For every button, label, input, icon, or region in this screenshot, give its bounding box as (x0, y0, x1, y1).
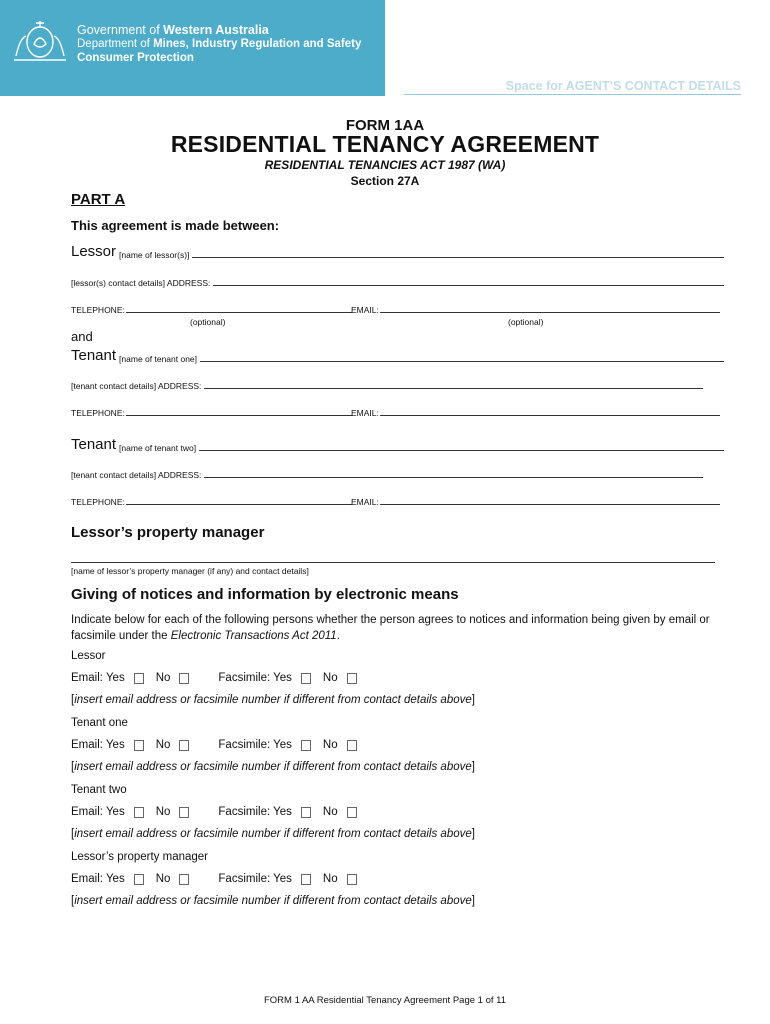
property-manager-hint: [name of lessor’s property manager (if any) and contact details] (71, 566, 309, 576)
lessor-telephone-label: TELEPHONE: (71, 305, 125, 315)
tenant-one-name-line[interactable] (200, 360, 724, 362)
lessor-name-line[interactable] (192, 256, 724, 258)
email-yes-checkbox[interactable] (134, 874, 144, 885)
tenant-two-address-label: [tenant contact details] ADDRESS: (71, 470, 202, 480)
email-no-checkbox[interactable] (179, 673, 189, 684)
email-no-label: No (155, 873, 171, 885)
fax-yes-label: Facsimile: Yes (218, 806, 292, 818)
tenant-two-name-field[interactable] (71, 437, 724, 453)
tenant-one-email-line[interactable] (380, 414, 720, 416)
fax-no-label: No (322, 873, 338, 885)
fax-yes-checkbox[interactable] (301, 673, 311, 684)
email-yes-checkbox[interactable] (134, 807, 144, 818)
tenant-one-address-line[interactable] (204, 387, 703, 389)
lessor-address-field[interactable] (71, 278, 724, 288)
email-no-label: No (155, 672, 171, 684)
electronic-notices-heading: Giving of notices and information by electronic means (71, 586, 459, 603)
lessor-telephone-line[interactable] (126, 311, 352, 313)
email-no-checkbox[interactable] (179, 740, 189, 751)
tenant-two-email-label: EMAIL: (351, 497, 379, 507)
fax-yes-checkbox[interactable] (301, 740, 311, 751)
tenant-one-address-field[interactable] (71, 381, 703, 391)
tenant-two-name-hint: [name of tenant two] (119, 443, 197, 453)
person-label: Lessor’s property manager (71, 851, 209, 863)
lessor-address-line[interactable] (213, 284, 724, 286)
tenant-one-telephone-line[interactable] (126, 414, 352, 416)
tenant-one-name-field[interactable] (71, 348, 724, 364)
tenant-two-telephone-label: TELEPHONE: (71, 497, 125, 507)
page-title: RESIDENTIAL TENANCY AGREEMENT (170, 131, 600, 157)
tenant-one-address-label: [tenant contact details] ADDRESS: (71, 381, 202, 391)
bracket-open: [ (71, 761, 75, 773)
insert-contact-note (71, 761, 475, 773)
insert-contact-note (71, 895, 475, 907)
tenant-two-name-line[interactable] (199, 449, 724, 451)
email-yes-label: Email: Yes (71, 873, 125, 885)
bracket-close: ] (471, 828, 475, 840)
optional-email-note: (optional) (508, 317, 544, 327)
bracket-close: ] (471, 694, 475, 706)
tenant-two-label: Tenant (71, 436, 117, 453)
fax-yes-checkbox[interactable] (301, 807, 311, 818)
insert-contact-note (71, 828, 475, 840)
intro-act-name: Electronic Transactions Act 2011 (170, 630, 337, 642)
tenant-two-address-line[interactable] (204, 476, 703, 478)
section-reference: Section 27A (350, 174, 420, 188)
intro-text-1: Indicate below for each of the following persons whether the person agrees to notices and information being given by email or facsimile under the (71, 614, 710, 642)
tenant-one-telephone-label: TELEPHONE: (71, 408, 125, 418)
government-text (77, 23, 361, 65)
fax-no-label: No (322, 806, 338, 818)
lessor-name-field[interactable] (71, 244, 724, 260)
tenant-one-name-hint: [name of tenant one] (119, 354, 198, 364)
tenant-two-telephone-line[interactable] (126, 503, 352, 505)
fax-yes-checkbox[interactable] (301, 874, 311, 885)
gov-line2-prefix: Department of (77, 38, 154, 50)
form-number: FORM 1AA (345, 117, 425, 134)
insert-contact-note (71, 694, 475, 706)
email-yes-checkbox[interactable] (134, 673, 144, 684)
bracket-open: [ (71, 694, 75, 706)
consent-options-row (71, 806, 367, 818)
gov-line1-bold: Western Australia (163, 23, 269, 37)
gov-line2-bold: Mines, Industry Regulation and Safety (153, 38, 362, 50)
consent-options-row (71, 672, 367, 684)
person-label: Lessor (71, 650, 106, 662)
consent-options-row (71, 739, 367, 751)
person-label: Tenant two (71, 784, 127, 796)
tenant-two-email-line[interactable] (380, 503, 720, 505)
bracket-close: ] (471, 895, 475, 907)
government-banner (0, 0, 385, 96)
email-yes-label: Email: Yes (71, 739, 125, 751)
bracket-open: [ (71, 895, 75, 907)
fax-no-checkbox[interactable] (347, 740, 357, 751)
property-manager-heading: Lessor’s property manager (71, 524, 265, 541)
email-no-label: No (155, 739, 171, 751)
fax-no-label: No (322, 672, 338, 684)
part-a-heading: PART A (71, 191, 126, 208)
page-footer: FORM 1 AA Residential Tenancy Agreement Page 1 of 11 (263, 995, 507, 1006)
agent-contact-space[interactable]: Space for AGENT’S CONTACT DETAILS (404, 79, 741, 95)
tenant-one-label: Tenant (71, 347, 117, 364)
intro-text-2: . (336, 630, 340, 642)
lessor-address-label: [lessor(s) contact details] ADDRESS: (71, 278, 211, 288)
email-no-checkbox[interactable] (179, 807, 189, 818)
fax-no-checkbox[interactable] (347, 807, 357, 818)
tenant-one-email-label: EMAIL: (351, 408, 379, 418)
coat-of-arms-icon (10, 16, 70, 66)
tenant-two-address-field[interactable] (71, 470, 703, 480)
fax-yes-label: Facsimile: Yes (218, 672, 292, 684)
insert-contact-note-text: insert email address or facsimile number if different from contact details above (74, 694, 472, 706)
lessor-label: Lessor (71, 243, 117, 260)
email-no-checkbox[interactable] (179, 874, 189, 885)
fax-no-checkbox[interactable] (347, 874, 357, 885)
bracket-close: ] (471, 761, 475, 773)
gov-line1-prefix: Government of (77, 23, 164, 37)
fax-yes-label: Facsimile: Yes (218, 873, 292, 885)
lessor-name-hint: [name of lessor(s)] (119, 250, 190, 260)
and-label: and (71, 329, 93, 344)
email-yes-label: Email: Yes (71, 806, 125, 818)
insert-contact-note-text: insert email address or facsimile number if different from contact details above (74, 828, 472, 840)
electronic-notices-intro (71, 612, 755, 644)
email-yes-checkbox[interactable] (134, 740, 144, 751)
act-reference: RESIDENTIAL TENANCIES ACT 1987 (WA) (264, 158, 506, 172)
lessor-email-line[interactable] (380, 311, 720, 313)
fax-no-label: No (322, 739, 338, 751)
optional-telephone-note: (optional) (190, 317, 226, 327)
email-yes-label: Email: Yes (71, 672, 125, 684)
made-between-heading: This agreement is made between: (71, 218, 280, 233)
gov-line3: Consumer Protection (77, 52, 194, 64)
email-no-label: No (155, 806, 171, 818)
bracket-open: [ (71, 828, 75, 840)
fax-no-checkbox[interactable] (347, 673, 357, 684)
insert-contact-note-text: insert email address or facsimile number if different from contact details above (74, 895, 472, 907)
consent-options-row (71, 873, 367, 885)
fax-yes-label: Facsimile: Yes (218, 739, 292, 751)
insert-contact-note-text: insert email address or facsimile number if different from contact details above (74, 761, 472, 773)
lessor-email-label: EMAIL: (351, 305, 379, 315)
person-label: Tenant one (71, 717, 128, 729)
property-manager-line[interactable] (71, 562, 715, 563)
